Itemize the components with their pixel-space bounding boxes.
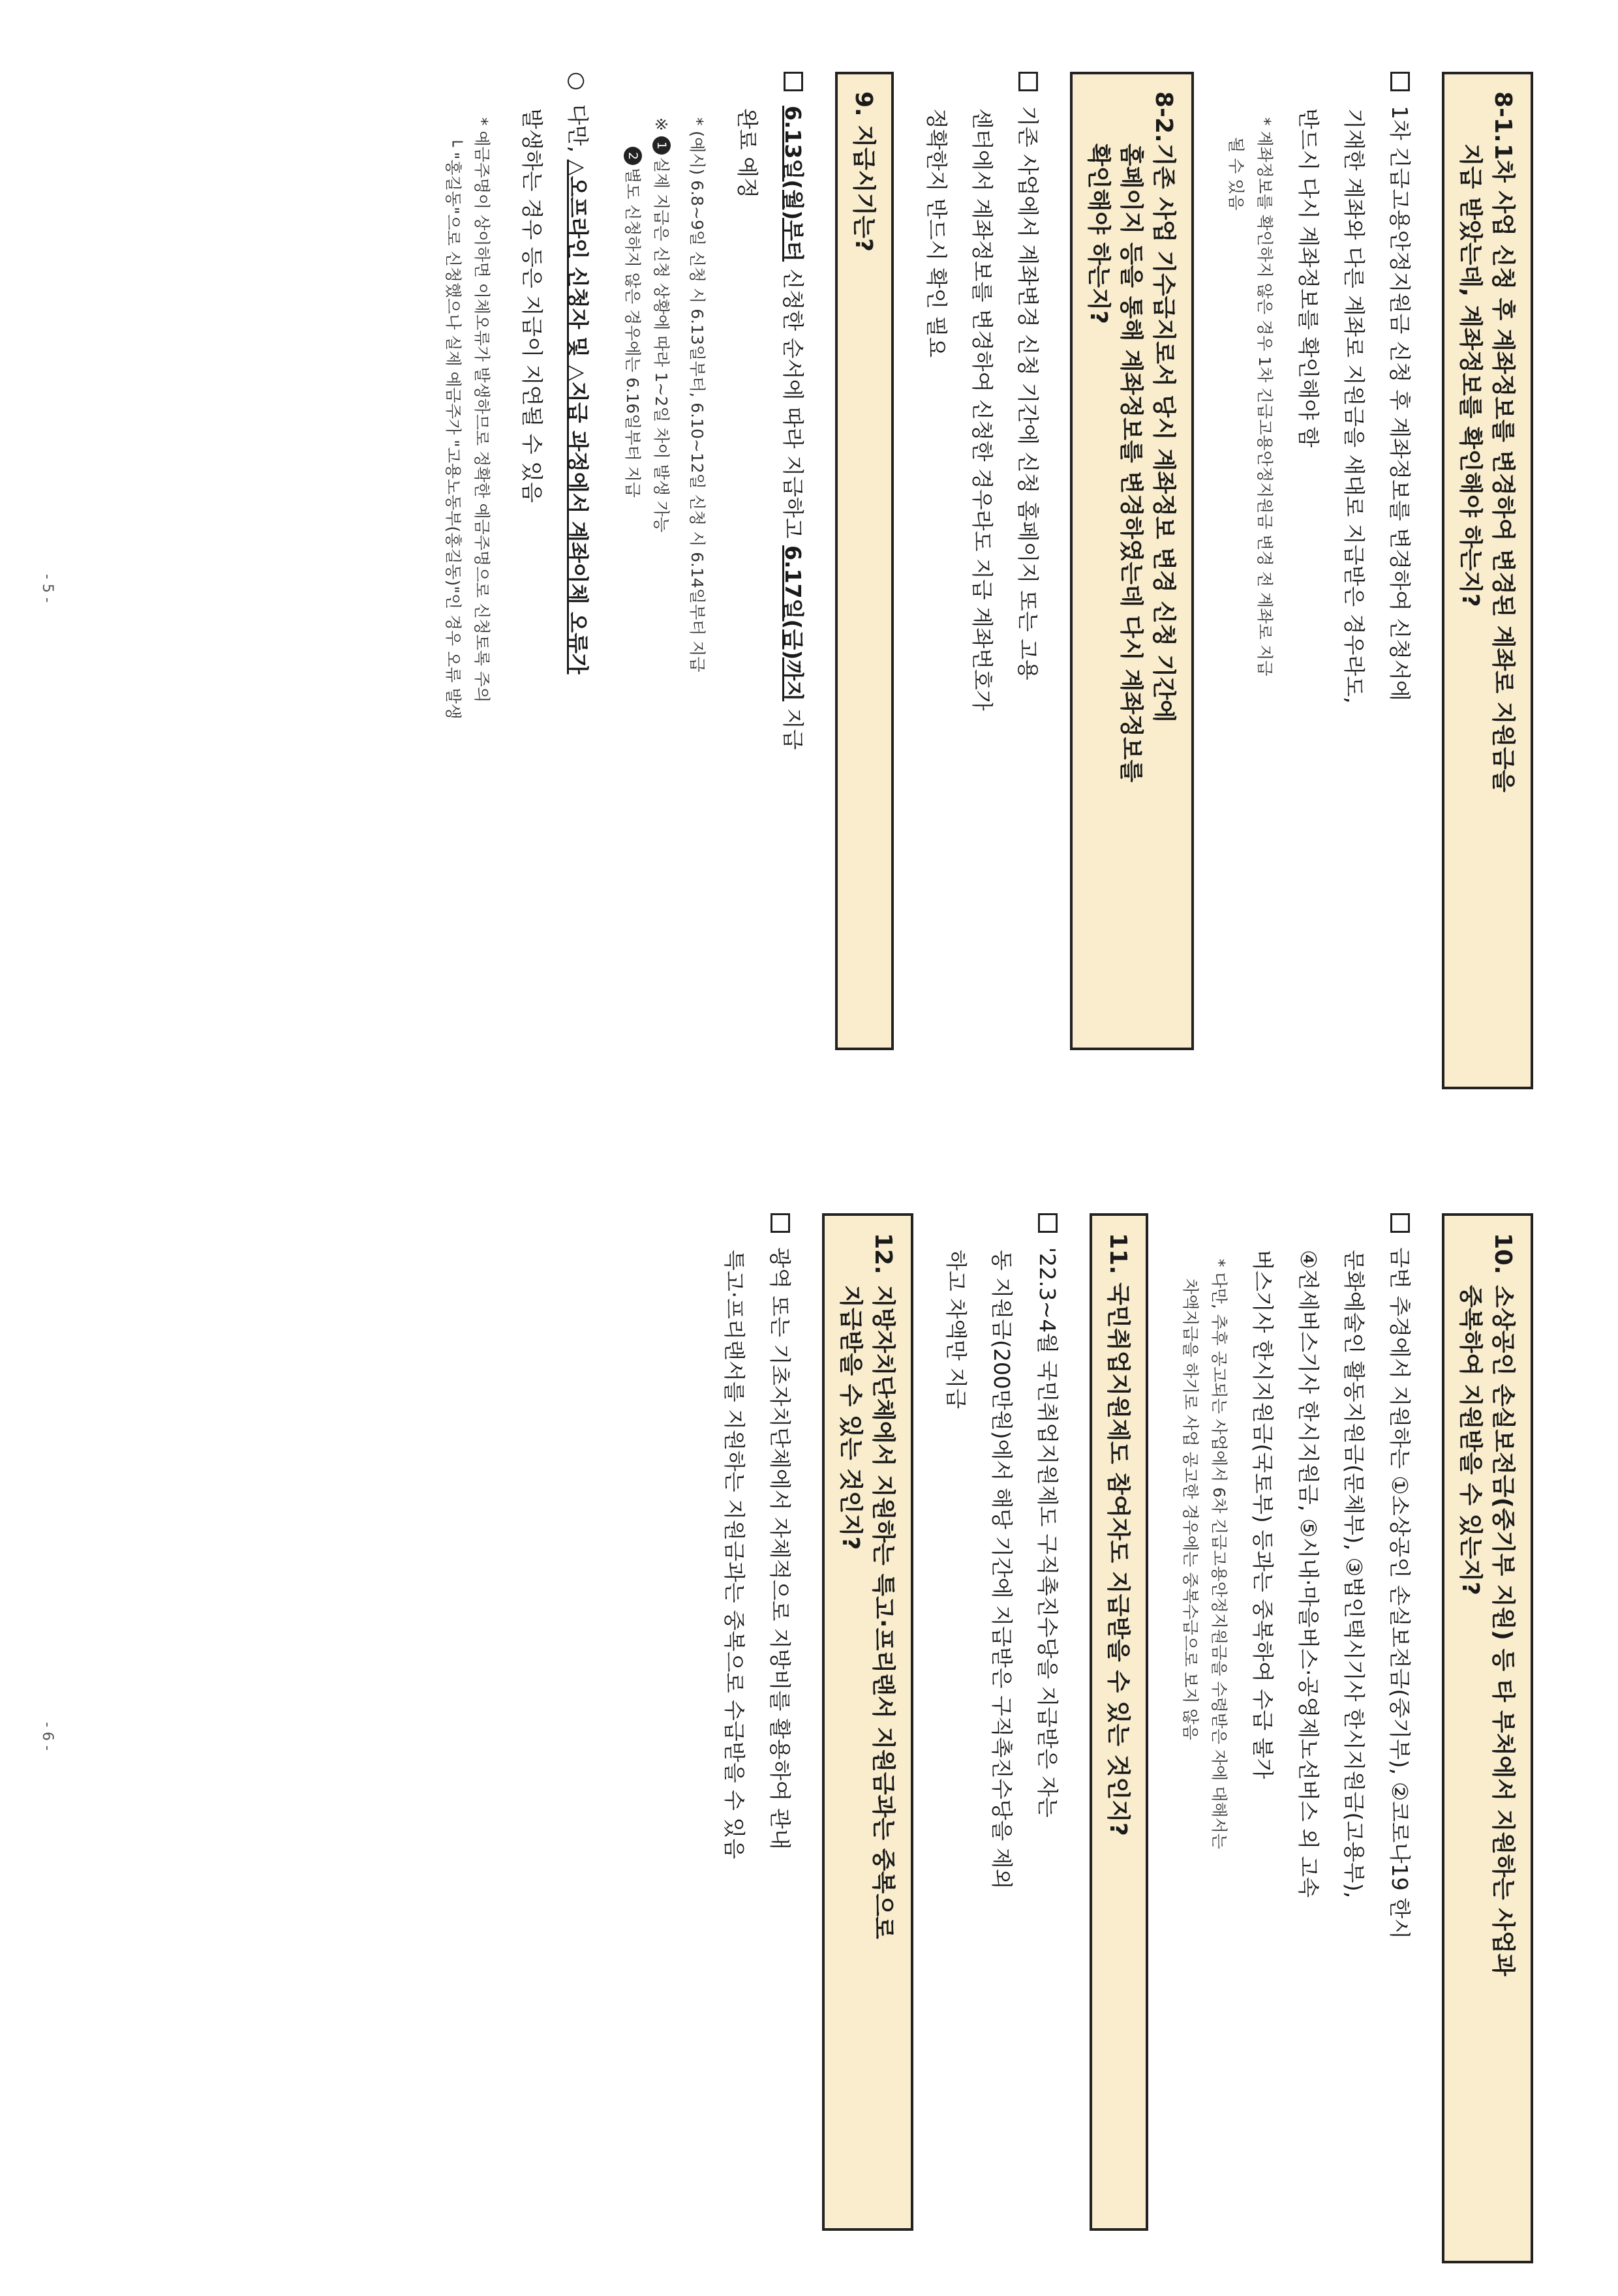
checkbox-bullet-icon: [1038, 1213, 1058, 1233]
section-10-note-line-2: 차액지급을 하기로 사업 공고한 경우에는 중복수급으로 보지 않음: [1181, 1278, 1200, 1740]
heading-line-2: 중복하여 지원받을 수 있는지?: [1457, 1285, 1484, 1595]
section-8-2-body-line-3: 정확한지 반드시 확인 필요: [924, 108, 949, 358]
page-number: - 5 -: [39, 574, 55, 603]
heading-line-1: 1차 사업 신청 후 계좌정보를 변경하여 변경된 계좌로 지원금을: [1489, 144, 1516, 793]
heading-number: 10.: [1489, 1233, 1516, 1275]
section-10-heading: [1442, 1213, 1533, 2263]
section-11-heading: [1090, 1213, 1148, 2231]
section-8-2-body-line-2: 센터에서 계좌정보를 변경하여 신청한 경우라도 지급 계좌번호가: [969, 108, 995, 711]
section-9-note-line-1: * 예금주명이 상이하면 이체오류가 발생하므로 정확한 예금주명으로 신청토록 주의: [472, 117, 491, 703]
circle-bullet: ○: [565, 72, 590, 104]
heading-number: 12.: [870, 1233, 896, 1275]
checkbox-bullet-icon: [771, 1213, 790, 1233]
section-8-2-body-line-1: 기존 사업에서 계좌변경 신청 기간에 신청 홈페이지 또는 고용: [1005, 72, 1050, 680]
section-8-1-heading: [1442, 72, 1533, 1089]
heading-line-3: 확인해야 하는지?: [1085, 144, 1112, 324]
section-8-1-note-line-2: 될 수 있음: [1227, 137, 1245, 211]
heading-line-2: 지급 받았는데, 계좌정보를 확인해야 하는지?: [1457, 144, 1484, 607]
heading-line-1: 9. 지급시기는?: [850, 91, 877, 252]
section-9-circle-line-2: 발생하는 경우 등은 지급이 지연될 수 있음: [519, 108, 545, 503]
section-10-body-line-2: 문화예술인 활동지원금(문체부), ③법인택시기사 한시지원금(고용부),: [1341, 1250, 1367, 1899]
section-8-1-body-line-2: 기재한 계좌와 다른 계좌로 지원금을 새대로 지급받은 경우라도,: [1341, 108, 1367, 704]
checkbox-bullet-icon: [1018, 72, 1038, 91]
section-11-body-line-2: 동 지원금(200만원)에서 해당 기간에 지급받은 구직촉진수당을 제외: [989, 1250, 1015, 1890]
section-12-body-line-1: 광역 또는 기초자치단체에서 자체적으로 지방비를 활용하여 관내: [757, 1213, 802, 1850]
section-12-heading: [822, 1213, 913, 2231]
page-6: [0, 1187, 1618, 2296]
section-8-1-body-line-3: 반드시 다시 계좌정보를 확인해야 함: [1296, 108, 1321, 448]
section-8-1-body-line-1: 1차 긴급고용안정지원금 신청 후 계좌정보를 변경하여 신청서에: [1377, 72, 1422, 701]
section-8-1-note-line-1: * 계좌정보를 확인하지 않은 경우 1차 긴급고용안정지원금 변경 전 계좌로 지급: [1255, 117, 1274, 676]
heading-number: 8-1.: [1489, 91, 1516, 143]
page-5: [0, 39, 1618, 1148]
section-10-body-line-4: 버스기사 한시지원금(국토부) 등과는 중복하여 수급 불가: [1250, 1250, 1275, 1779]
section-8-2-heading: [1070, 72, 1194, 1050]
checkbox-bullet-icon: [784, 72, 803, 91]
heading-line-2: 지급받을 수 있는 것인지?: [837, 1285, 864, 1550]
checkbox-bullet-icon: [1390, 1213, 1410, 1233]
section-9-body-line-1: 6.13일(월)부터 신청한 순서에 따라 지급하고 6.17일(금)까지 지급: [770, 72, 816, 749]
section-11-body-line-1: '22.3~4월 국민취업지원제도 구직촉진수당을 지급받은 자는: [1024, 1213, 1070, 1817]
section-10-body-line-3: ④전세버스기사 한시지원금, ⑤시내·마을버스·공영제노선버스 외 고속: [1296, 1250, 1321, 1898]
section-9-note-line-2: └ "홍길동"으로 신청했으나 실제 예금주가 "고용노동부(홍길동)"인 경우 오류 발생: [444, 137, 463, 719]
page-number: - 6 -: [39, 1722, 55, 1751]
section-9-remark-1: ※ 1실제 지급은 신청 상황에 따라 1~2일 차이 발생 가능: [652, 117, 671, 533]
section-10-note-line-1: * 다만, 추후 공고되는 사업에서 6차 긴급고용안정지원금을 수령받은 자에 대해서는: [1210, 1259, 1229, 1849]
section-9-heading: [835, 72, 894, 1050]
heading-line-1: 11. 국민취업지원제도 참여자도 지급받을 수 있는 것인지?: [1105, 1233, 1131, 1836]
heading-line-1: 지방자치단체에서 지원하는 특고·프리랜서 지원금과는 중복으로: [870, 1285, 896, 1939]
section-11-body-line-3: 하고 차액만 지급: [943, 1250, 969, 1410]
section-9-example: * (예시) 6.8~9일 신청 시 6.13일부터, 6.10~12일 신청 시 6.14일부터 지급: [688, 117, 707, 672]
section-9-circle-line-1: ○ 다만, △오프라인 신청자 및 △지급 과정에서 계좌이체 오류가: [565, 72, 590, 674]
heading-line-1: 소상공인 손실보전금(중기부 지원) 등 타 부처에서 지원하는 사업과: [1489, 1285, 1516, 1976]
section-9-body-line-2: 완료 예정: [735, 108, 760, 199]
heading-line-1: 기존 사업 기수급지로서 당시 계좌정보 변경 신청 기간에: [1150, 144, 1177, 723]
section-12-body-line-2: 특고·프리랜서를 지원하는 지원금과는 중복으로 수급받을 수 있음: [722, 1250, 747, 1860]
section-9-remark-2: 2별도 신청하지 않은 경우에는 6.16일부터 지급: [618, 147, 647, 498]
heading-number: 8-2.: [1150, 91, 1177, 143]
heading-line-2: 홈페이지 등을 통해 계좌정보를 변경하였는데 다시 계좌정보를: [1118, 144, 1144, 783]
section-10-body-line-1: 금번 추경에서 지원하는 ①소상공인 손실보전금(중기부), ②코로나19 한시: [1377, 1213, 1422, 1939]
checkbox-bullet-icon: [1390, 72, 1410, 91]
